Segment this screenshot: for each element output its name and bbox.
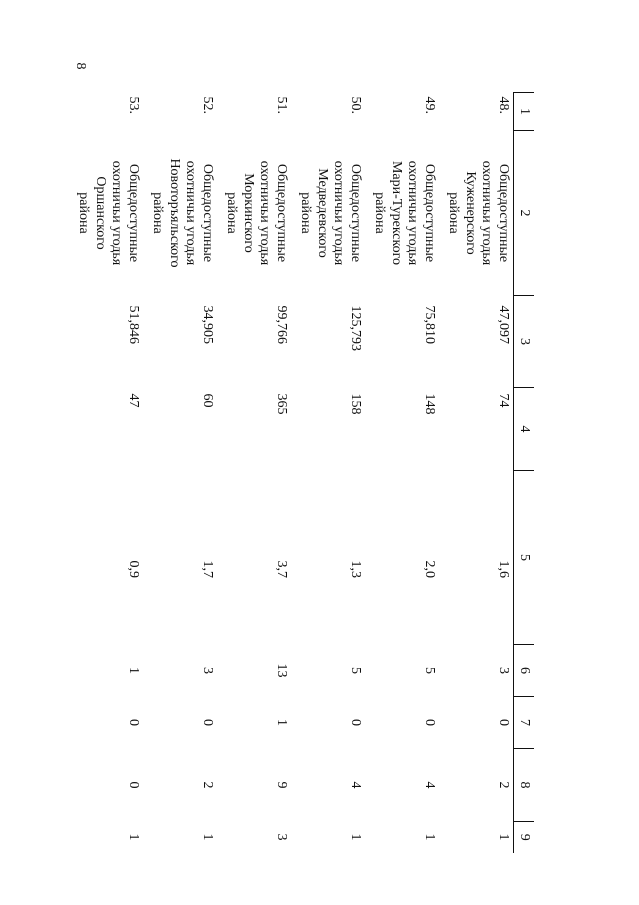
cell-col-9: 1 [422,833,437,841]
cell-col-5: 1,7 [200,560,215,578]
cell-col-7: 0 [422,719,437,726]
hunting-ground-name: Общедоступные охотничьи угодья Медведевского района [298,160,363,266]
cell-col-7: 0 [200,719,215,726]
hunting-ground-name: Общедоступные охотничьи угодья Мари-Турекского района [372,160,437,266]
cell-col-8: 9 [274,781,289,789]
cell-col-6: 13 [274,663,289,678]
row-number: 52. [200,96,215,114]
cell-col-9: 1 [496,833,511,841]
table-row [365,93,439,853]
data-table [69,92,534,853]
header-col-9: 9 [514,822,535,853]
cell-col-6: 3 [496,667,511,674]
header-col-3: 3 [514,296,535,388]
cell-col-3: 47,097 [496,305,511,344]
cell-col-7: 0 [348,719,363,726]
cell-col-5: 2,0 [422,560,437,578]
cell-col-9: 1 [200,833,215,841]
cell-col-7: 0 [126,719,141,726]
rotated-table-frame [76,92,534,852]
header-col-4: 4 [514,388,535,471]
cell-col-9: 1 [348,833,363,841]
cell-col-8: 2 [496,781,511,789]
cell-col-6: 3 [200,667,215,674]
cell-col-9: 3 [274,833,289,841]
row-number: 48. [496,96,511,114]
cell-col-4: 60 [200,393,215,408]
cell-col-8: 4 [348,781,363,789]
cell-col-3: 51,846 [126,305,141,344]
table-row [217,93,291,853]
table-row [291,93,365,853]
hunting-ground-name: Общедоступные охотничьи угодья Моркинского района [224,160,289,266]
hunting-ground-name: Общедоступные охотничьи угодья Куженерского района [446,160,511,266]
cell-col-5: 0,9 [126,560,141,578]
cell-col-8: 4 [422,781,437,789]
row-number: 51. [274,96,289,114]
cell-col-8: 2 [200,781,215,789]
header-col-2: 2 [514,131,535,296]
hunting-ground-name: Общедоступные охотничьи угодья Оршанского района [76,160,141,266]
hunting-ground-name: Общедоступные охотничьи угодья Новоторъяльского района [150,158,215,268]
header-col-8: 8 [514,749,535,822]
cell-col-5: 1,3 [348,560,363,578]
table-row [143,93,217,853]
cell-col-6: 5 [348,667,363,674]
cell-col-4: 74 [496,393,511,408]
table-header-row [514,93,535,853]
row-number: 50. [348,96,363,114]
cell-col-4: 158 [348,393,363,415]
cell-col-5: 3,7 [274,560,289,578]
cell-col-9: 1 [126,833,141,841]
cell-col-3: 99,766 [274,305,289,344]
header-col-6: 6 [514,645,535,697]
cell-col-3: 75,810 [422,305,437,344]
cell-col-6: 5 [422,667,437,674]
header-col-1: 1 [514,93,535,131]
cell-col-4: 47 [126,393,141,408]
cell-col-3: 125,793 [348,305,363,351]
cell-col-7: 1 [274,719,289,726]
row-number: 49. [422,96,437,114]
cell-col-5: 1,6 [496,560,511,578]
table-row [69,93,143,853]
cell-col-3: 34,905 [200,305,215,344]
cell-col-4: 148 [422,393,437,415]
cell-col-4: 365 [274,393,289,415]
cell-col-8: 0 [126,781,141,789]
table-row [439,93,514,853]
header-col-5: 5 [514,471,535,645]
cell-col-6: 1 [126,667,141,674]
page-number: 8 [73,62,88,70]
row-number: 53. [126,96,141,114]
header-col-7: 7 [514,697,535,749]
cell-col-7: 0 [496,719,511,726]
